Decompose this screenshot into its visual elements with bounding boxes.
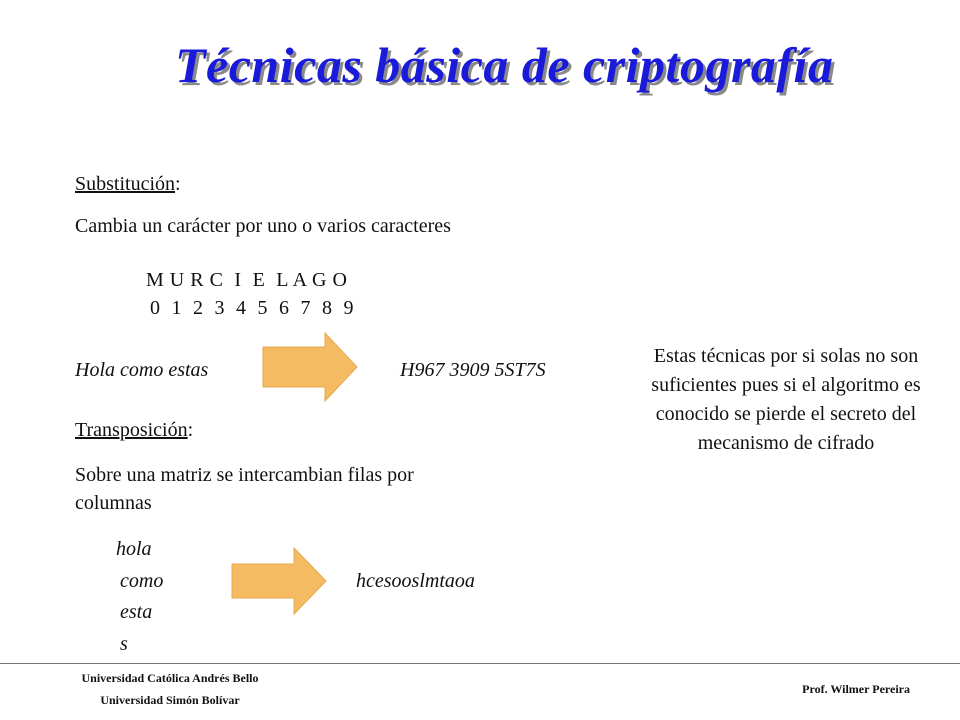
substitution-plaintext: Hola como estas: [75, 359, 209, 381]
substitution-colon: :: [175, 173, 181, 195]
key-digits: 0 1 2 3 4 5 6 7 8 9: [150, 297, 354, 319]
transposition-arrow-icon: [232, 548, 332, 618]
transposition-heading: Transposición: [75, 419, 188, 441]
footer-divider: [0, 663, 960, 664]
footer-author: Prof. Wilmer Pereira: [802, 682, 910, 696]
transposition-ciphertext: hcesooslmtaoa: [356, 570, 475, 592]
key-letters: M U R C I E L A G O: [146, 269, 348, 291]
transposition-colon: :: [187, 419, 194, 441]
matrix-row: como: [120, 570, 164, 592]
substitution-heading: Substitución: [75, 173, 176, 195]
transposition-description-line2: columnas: [75, 492, 152, 514]
matrix-row: esta: [120, 601, 153, 623]
transposition-heading-row: [75, 419, 193, 442]
footer-university-1: Universidad Católica Andrés Bello: [81, 671, 259, 685]
matrix-row: s: [120, 633, 128, 655]
footer-university-2: Universidad Simón Bolívar: [100, 693, 240, 707]
transposition-description-line1: Sobre una matriz se intercambian filas por: [75, 464, 414, 486]
side-note: Estas técnicas por si solas no son suficientes pues si el algoritmo es conocido se pierde el secreto del mecanismo de cifrado: [651, 345, 921, 454]
substitution-heading-row: [75, 173, 181, 196]
substitution-arrow-icon: [263, 333, 363, 403]
slide-title: Técnicas básica de criptografía: [175, 37, 834, 93]
substitution-ciphertext: H967 3909 5ST7S: [400, 359, 546, 381]
substitution-description: Cambia un carácter por uno o varios caracteres: [75, 215, 451, 237]
matrix-row: hola: [116, 538, 152, 560]
